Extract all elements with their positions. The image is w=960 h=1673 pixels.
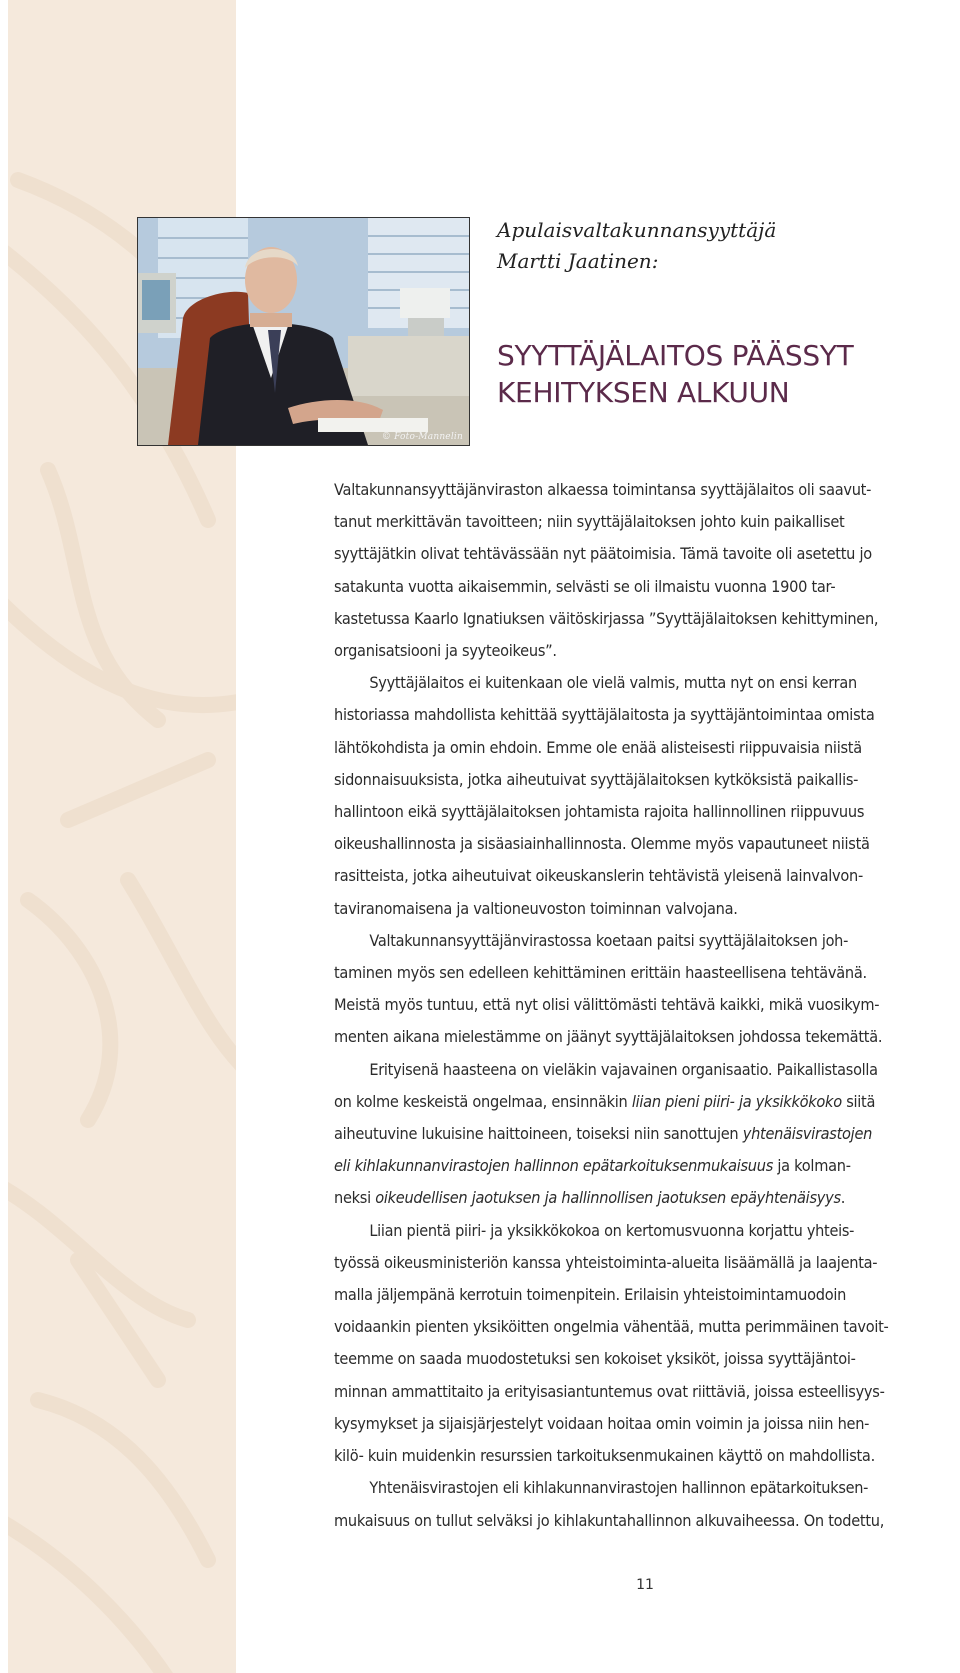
body-text-segment: työssä oikeusministeriön kanssa yhteistoiminta-alueita lisäämällä ja laajenta- xyxy=(334,1253,878,1272)
body-line xyxy=(334,667,916,699)
photo-credit: © Foto-Mannelin xyxy=(381,432,463,442)
body-line xyxy=(334,860,919,892)
body-text-segment: taviranomaisena ja valtioneuvoston toiminnan valvojana. xyxy=(334,899,738,918)
body-text-segment: mukaisuus on tullut selväksi jo kihlakuntahallinnon alkuvaiheessa. On todettu, xyxy=(334,1511,885,1530)
body-line xyxy=(334,635,919,667)
emphasis-text: oikeudellisen jaotuksen ja hallinnollisen jaotuksen epäyhtenäisyys xyxy=(375,1189,841,1208)
body-line xyxy=(334,1215,916,1247)
body-line xyxy=(334,957,919,989)
body-line xyxy=(334,925,916,957)
body-line xyxy=(334,1440,919,1472)
portrait-image xyxy=(138,218,469,445)
body-text-segment: rasitteista, jotka aiheutuivat oikeuskanslerin tehtävistä yleisenä lainvalvon- xyxy=(334,867,863,886)
body-text-segment: sidonnaisuuksista, jotka aiheutuivat syyttäjälaitoksen kytköksistä paikallis- xyxy=(334,770,859,789)
body-text-segment: oikeushallinnosta ja sisäasiainhallinnosta. Olemme myös vapautuneet niistä xyxy=(334,835,870,854)
body-text-segment: tanut merkittävän tavoitteen; niin syyttäjälaitoksen johto kuin paikalliset xyxy=(334,513,845,532)
body-line xyxy=(334,1086,919,1118)
body-text-segment: kilö- kuin muidenkin resurssien tarkoituksenmukainen käyttö on mahdollista. xyxy=(334,1447,875,1466)
body-text-segment: organisatsiooni ja syyteoikeus”. xyxy=(334,642,557,661)
body-line xyxy=(334,732,919,764)
body-text-segment: teemme on saada muodostetuksi sen kokoiset yksiköt, joissa syyttäjäntoi- xyxy=(334,1350,856,1369)
body-text-segment: on kolme keskeistä ongelmaa, ensinnäkin xyxy=(334,1092,632,1111)
body-line xyxy=(334,796,919,828)
body-text-segment: siitä xyxy=(841,1092,876,1111)
body-text-segment: Valtakunnansyyttäjänvirastossa koetaan paitsi syyttäjälaitoksen joh- xyxy=(369,931,849,950)
subtitle-line: Martti Jaatinen: xyxy=(497,249,659,273)
body-line xyxy=(334,1376,919,1408)
subtitle-line: Apulaisvaltakunnansyyttäjä xyxy=(497,218,777,242)
body-text-segment: aiheutuvine lukuisine haittoineen, toiseksi niin sanottujen xyxy=(334,1125,743,1144)
body-line xyxy=(334,1118,919,1150)
emphasis-text: yhtenäisvirastojen xyxy=(742,1125,873,1144)
body-text-segment: ja kolman- xyxy=(773,1157,851,1176)
body-text-segment: neksi xyxy=(334,1189,376,1208)
body-line xyxy=(334,1311,919,1343)
page-number: 11 xyxy=(636,1577,654,1593)
body-text-segment: historiassa mahdollista kehittää syyttäjälaitosta ja syyttäjäntoimintaa omista xyxy=(334,706,875,725)
title-line: KEHITYKSEN ALKUUN xyxy=(497,376,790,409)
body-text-segment: voidaankin pienten yksiköitten ongelmia vähentää, mutta perimmäinen tavoit- xyxy=(334,1318,889,1337)
body-line xyxy=(334,1408,919,1440)
body-text-segment: menten aikana mielestämme on jäänyt syyttäjälaitoksen johdossa tekemättä. xyxy=(334,1028,883,1047)
page-title xyxy=(497,337,927,411)
body-line xyxy=(334,893,919,925)
body-line xyxy=(334,1472,916,1504)
body-text-segment: syyttäjätkin olivat tehtävässään nyt päätoimisia. Tämä tavoite oli asetettu jo xyxy=(334,545,872,564)
body-text-segment: Erityisenä haasteena on vieläkin vajavainen organisaatio. Paikallistasolla xyxy=(369,1060,878,1079)
emphasis-text: eli kihlakunnanvirastojen hallinnon epätarkoituksenmukaisuus xyxy=(334,1157,774,1176)
body-line xyxy=(334,1054,916,1086)
body-line xyxy=(334,571,919,603)
body-text-segment: Meistä myös tuntuu, että nyt olisi välittömästi tehtävä kaikki, mikä vuosikym- xyxy=(334,996,880,1015)
body-line xyxy=(334,1150,919,1182)
body-text-segment: kastetussa Kaarlo Ignatiuksen väitöskirjassa ”Syyttäjälaitoksen kehittyminen, xyxy=(334,609,879,628)
body-line xyxy=(334,603,919,635)
body-line xyxy=(334,1182,919,1214)
body-line xyxy=(334,506,919,538)
body-text-segment: taminen myös sen edelleen kehittäminen erittäin haasteellisena tehtävänä. xyxy=(334,964,867,983)
body-line xyxy=(334,1247,919,1279)
body-line xyxy=(334,699,919,731)
body-text-segment: kysymykset ja sijaisjärjestelyt voidaan hoitaa omin voimin ja joissa niin hen- xyxy=(334,1414,870,1433)
body-text-segment: Valtakunnansyyttäjänviraston alkaessa toimintansa syyttäjälaitos oli saavut- xyxy=(334,481,872,499)
body-text-segment: lähtökohdista ja omin ehdoin. Emme ole enää alisteisesti riippuvaisia niistä xyxy=(334,738,862,757)
body-line xyxy=(334,1343,919,1375)
article-body xyxy=(334,474,960,1537)
title-line: SYYTTÄJÄLAITOS PÄÄSSYT xyxy=(497,339,854,372)
body-text-segment: . xyxy=(840,1189,846,1208)
emphasis-text: liian pieni piiri- ja yksikkökoko xyxy=(631,1092,842,1111)
body-text-segment: hallintoon eikä syyttäjälaitoksen johtamista rajoita hallinnollinen riippuvuus xyxy=(334,803,865,822)
body-line xyxy=(334,538,919,570)
body-text-segment: malla jäljempänä kerrotuin toimenpitein. Erilaisin yhteistoimintamuodoin xyxy=(334,1286,847,1305)
body-text-segment: satakunta vuotta aikaisemmin, selvästi se oli ilmaistu vuonna 1900 tar- xyxy=(334,577,836,596)
body-text-segment: minnan ammattitaito ja erityisasiantuntemus ovat riittäviä, joissa esteellisyys- xyxy=(334,1382,885,1401)
body-line xyxy=(334,1279,919,1311)
body-text-segment: Syyttäjälaitos ei kuitenkaan ole vielä valmis, mutta nyt on ensi kerran xyxy=(369,674,857,693)
body-text-segment: Yhtenäisvirastojen eli kihlakunnanvirastojen hallinnon epätarkoituksen- xyxy=(369,1479,869,1498)
body-line xyxy=(334,828,919,860)
author-subtitle xyxy=(497,215,917,277)
body-line xyxy=(334,1505,919,1537)
body-line xyxy=(334,474,919,506)
body-line xyxy=(334,989,919,1021)
portrait-photo xyxy=(137,217,470,446)
body-line xyxy=(334,764,919,796)
body-text-segment: Liian pientä piiri- ja yksikkökokoa on kertomusvuonna korjattu yhteis- xyxy=(369,1221,855,1240)
body-line xyxy=(334,1021,919,1053)
